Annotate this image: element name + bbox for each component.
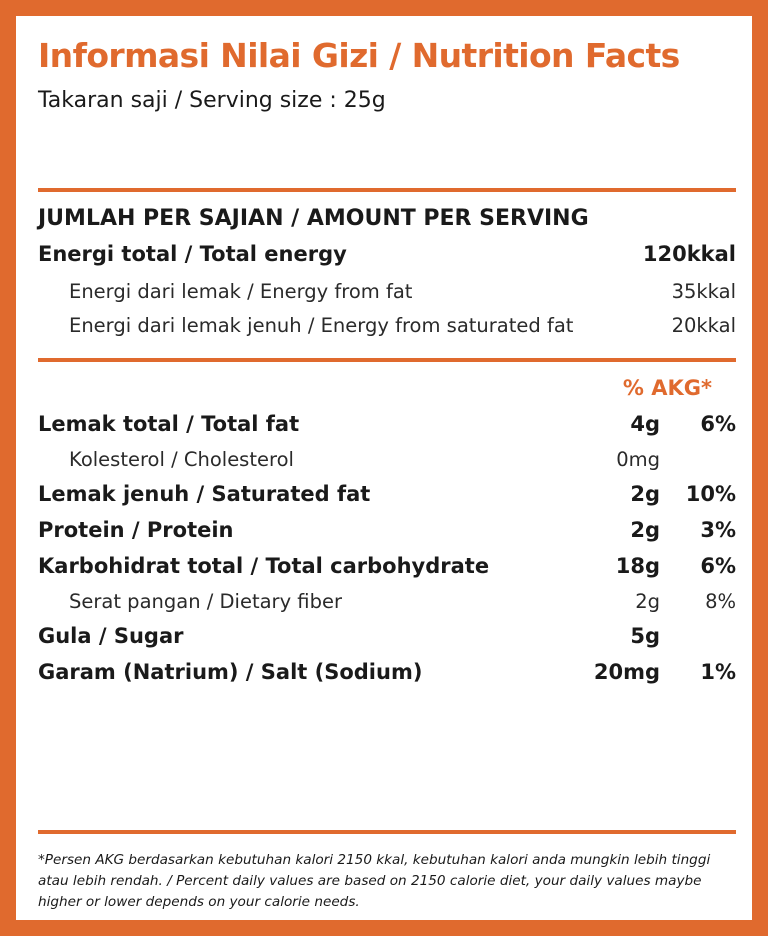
nutrient-label: Serat pangan / Dietary fiber [69, 590, 342, 613]
energy-from-fat-value: 35kkal [671, 280, 736, 303]
energy-from-fat-label: Energi dari lemak / Energy from fat [69, 280, 413, 303]
energy-from-satfat-value: 20kkal [671, 314, 736, 337]
nutrient-amount: 5g [630, 624, 660, 648]
nutrient-amount: 18g [615, 554, 660, 578]
nutrient-label: Garam (Natrium) / Salt (Sodium) [38, 660, 423, 684]
nutrient-percent: 6% [700, 412, 736, 436]
nutrient-label: Lemak total / Total fat [38, 412, 300, 436]
akg-footnote: *Persen AKG berdasarkan kebutuhan kalori 2150 kkal, kebutuhan kalori anda mungkin lebih tinggi atau lebih rendah. / Percent daily values are based on 2150 calorie diet, your daily values maybe higher or lower depends on your calorie needs. [38, 852, 711, 910]
nutrient-amount: 2g [635, 590, 660, 613]
akg-header: % AKG* [622, 376, 712, 400]
nutrient-label: Lemak jenuh / Saturated fat [38, 482, 371, 506]
serving-size: Takaran saji / Serving size : 25g [38, 88, 386, 113]
nutrient-label: Kolesterol / Cholesterol [69, 448, 294, 471]
total-energy-value: 120kkal [642, 242, 736, 266]
nutrient-percent: 1% [700, 660, 736, 684]
nutrient-amount: 0mg [616, 448, 660, 471]
nutrient-label: Gula / Sugar [38, 624, 184, 648]
nutrient-amount: 2g [630, 482, 660, 506]
divider-top [38, 188, 736, 192]
nutrient-amount: 4g [630, 412, 660, 436]
nutrient-label: Protein / Protein [38, 518, 234, 542]
nutrient-percent: 3% [700, 518, 736, 542]
nutrient-percent: 10% [685, 482, 736, 506]
amount-per-serving-heading: JUMLAH PER SAJIAN / AMOUNT PER SERVING [38, 206, 589, 231]
nutrient-percent: 8% [705, 590, 736, 613]
divider-middle [38, 358, 736, 362]
nutrient-label: Karbohidrat total / Total carbohydrate [38, 554, 490, 578]
nutrient-amount: 20mg [593, 660, 660, 684]
nutrient-percent: 6% [700, 554, 736, 578]
total-energy-label: Energi total / Total energy [38, 242, 347, 266]
divider-bottom [38, 830, 736, 834]
energy-from-satfat-label: Energi dari lemak jenuh / Energy from saturated fat [69, 314, 574, 337]
label-title: Informasi Nilai Gizi / Nutrition Facts [38, 36, 680, 75]
nutrient-amount: 2g [630, 518, 660, 542]
